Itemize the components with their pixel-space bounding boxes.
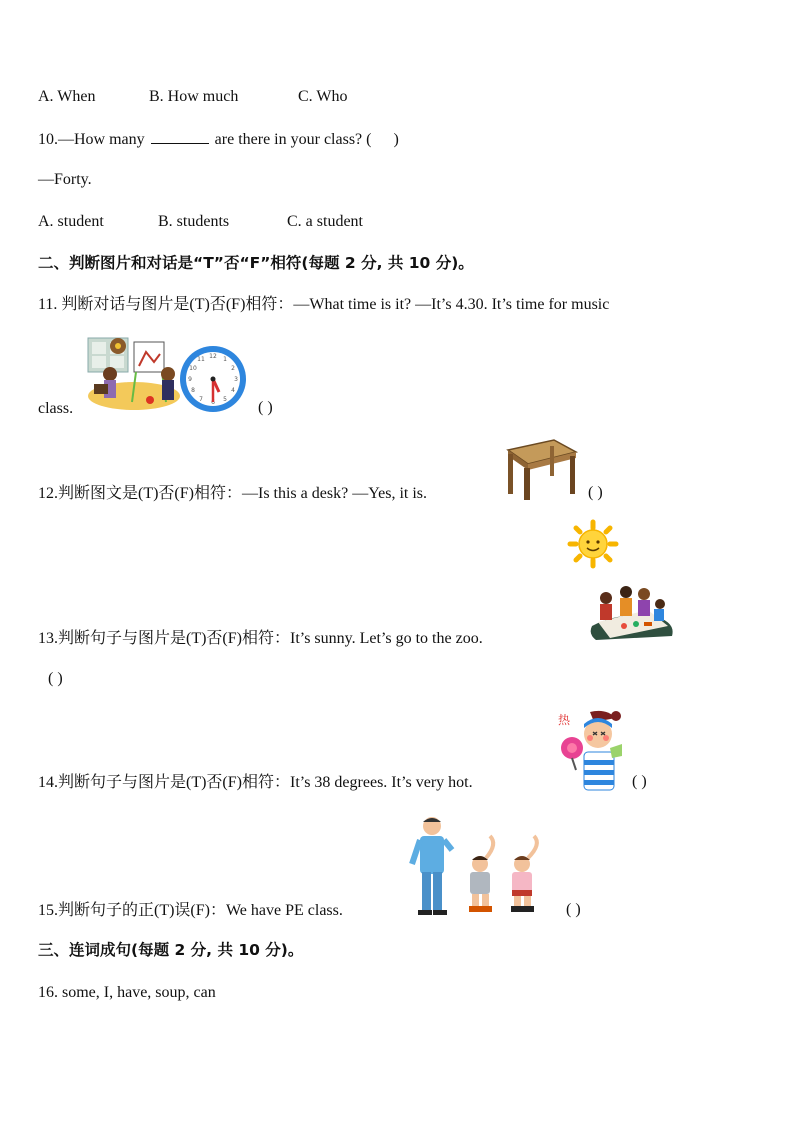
clock-icon (178, 344, 248, 414)
q10-option-a[interactable]: A. student (38, 213, 104, 230)
q14-text: 14.判断句子与图片是(T)否(F)相符：It’s 38 degrees. It’s very hot. (38, 774, 473, 791)
desk-picture (500, 436, 580, 502)
q14-answer-paren[interactable]: ( ) (632, 773, 647, 790)
q10-stem-after: are there in your class? ( (214, 131, 372, 148)
q11-answer-paren[interactable]: ( ) (258, 399, 273, 416)
q9-options (38, 87, 347, 107)
q9-option-a[interactable]: A. When (38, 88, 96, 105)
q12-text: 12.判断图文是(T)否(F)相符：—Is this a desk? —Yes, it is. (38, 485, 428, 502)
q15-answer-paren[interactable]: ( ) (566, 901, 581, 918)
music-class-picture (84, 334, 180, 412)
svg-text:4: 4 (231, 387, 235, 394)
fan-char: 热 (558, 713, 571, 727)
q13-text: 13.判断句子与图片是(T)否(F)相符：It’s sunny. Let’s go to the zoo. (38, 630, 483, 647)
q11-continuation: class. (38, 400, 74, 417)
q10-option-b[interactable]: B. students (158, 213, 230, 230)
svg-text:1: 1 (223, 356, 227, 363)
svg-text:7: 7 (199, 396, 203, 403)
q16-text: 16. some, I, have, soup, can (38, 984, 216, 1001)
q13-answer-paren[interactable]: ( ) (48, 670, 63, 687)
q9-option-b[interactable]: B. How much (149, 88, 239, 105)
q12-answer-paren[interactable]: ( ) (588, 484, 603, 501)
q9-option-c[interactable]: C. Who (298, 88, 348, 105)
q10-stem-before: 10.—How many (38, 131, 145, 148)
q10-option-c[interactable]: C. a student (287, 213, 363, 230)
q10-answer-line: —Forty. (38, 171, 92, 188)
svg-text:11: 11 (197, 356, 205, 363)
sun-icon (566, 519, 620, 569)
svg-text:12: 12 (209, 353, 217, 360)
section2-title: 二、判断图片和对话是“T”否“F”相符(每题 2 分, 共 10 分)。 (38, 254, 474, 272)
svg-text:2: 2 (231, 365, 235, 372)
q10-stem (38, 129, 399, 150)
svg-text:8: 8 (191, 387, 195, 394)
q10-stem-close: ) (393, 131, 399, 148)
q10-blank[interactable] (151, 129, 209, 144)
svg-text:3: 3 (234, 376, 238, 383)
q10-options (38, 212, 363, 232)
svg-text:9: 9 (188, 376, 192, 383)
q11-text: 11. 判断对话与图片是(T)否(F)相符：—What time is it? —It’s 4.30. It’s time for music (38, 296, 610, 313)
section3-title: 三、连词成句(每题 2 分, 共 10 分)。 (38, 941, 304, 959)
picnic-picture (588, 582, 676, 642)
q15-text: 15.判断句子的正(T)误(F)：We have PE class. (38, 902, 343, 919)
svg-text:5: 5 (223, 396, 227, 403)
svg-text:6: 6 (211, 399, 215, 406)
pe-class-picture (406, 814, 552, 918)
svg-text:10: 10 (189, 365, 197, 372)
hot-person-picture (554, 708, 624, 792)
